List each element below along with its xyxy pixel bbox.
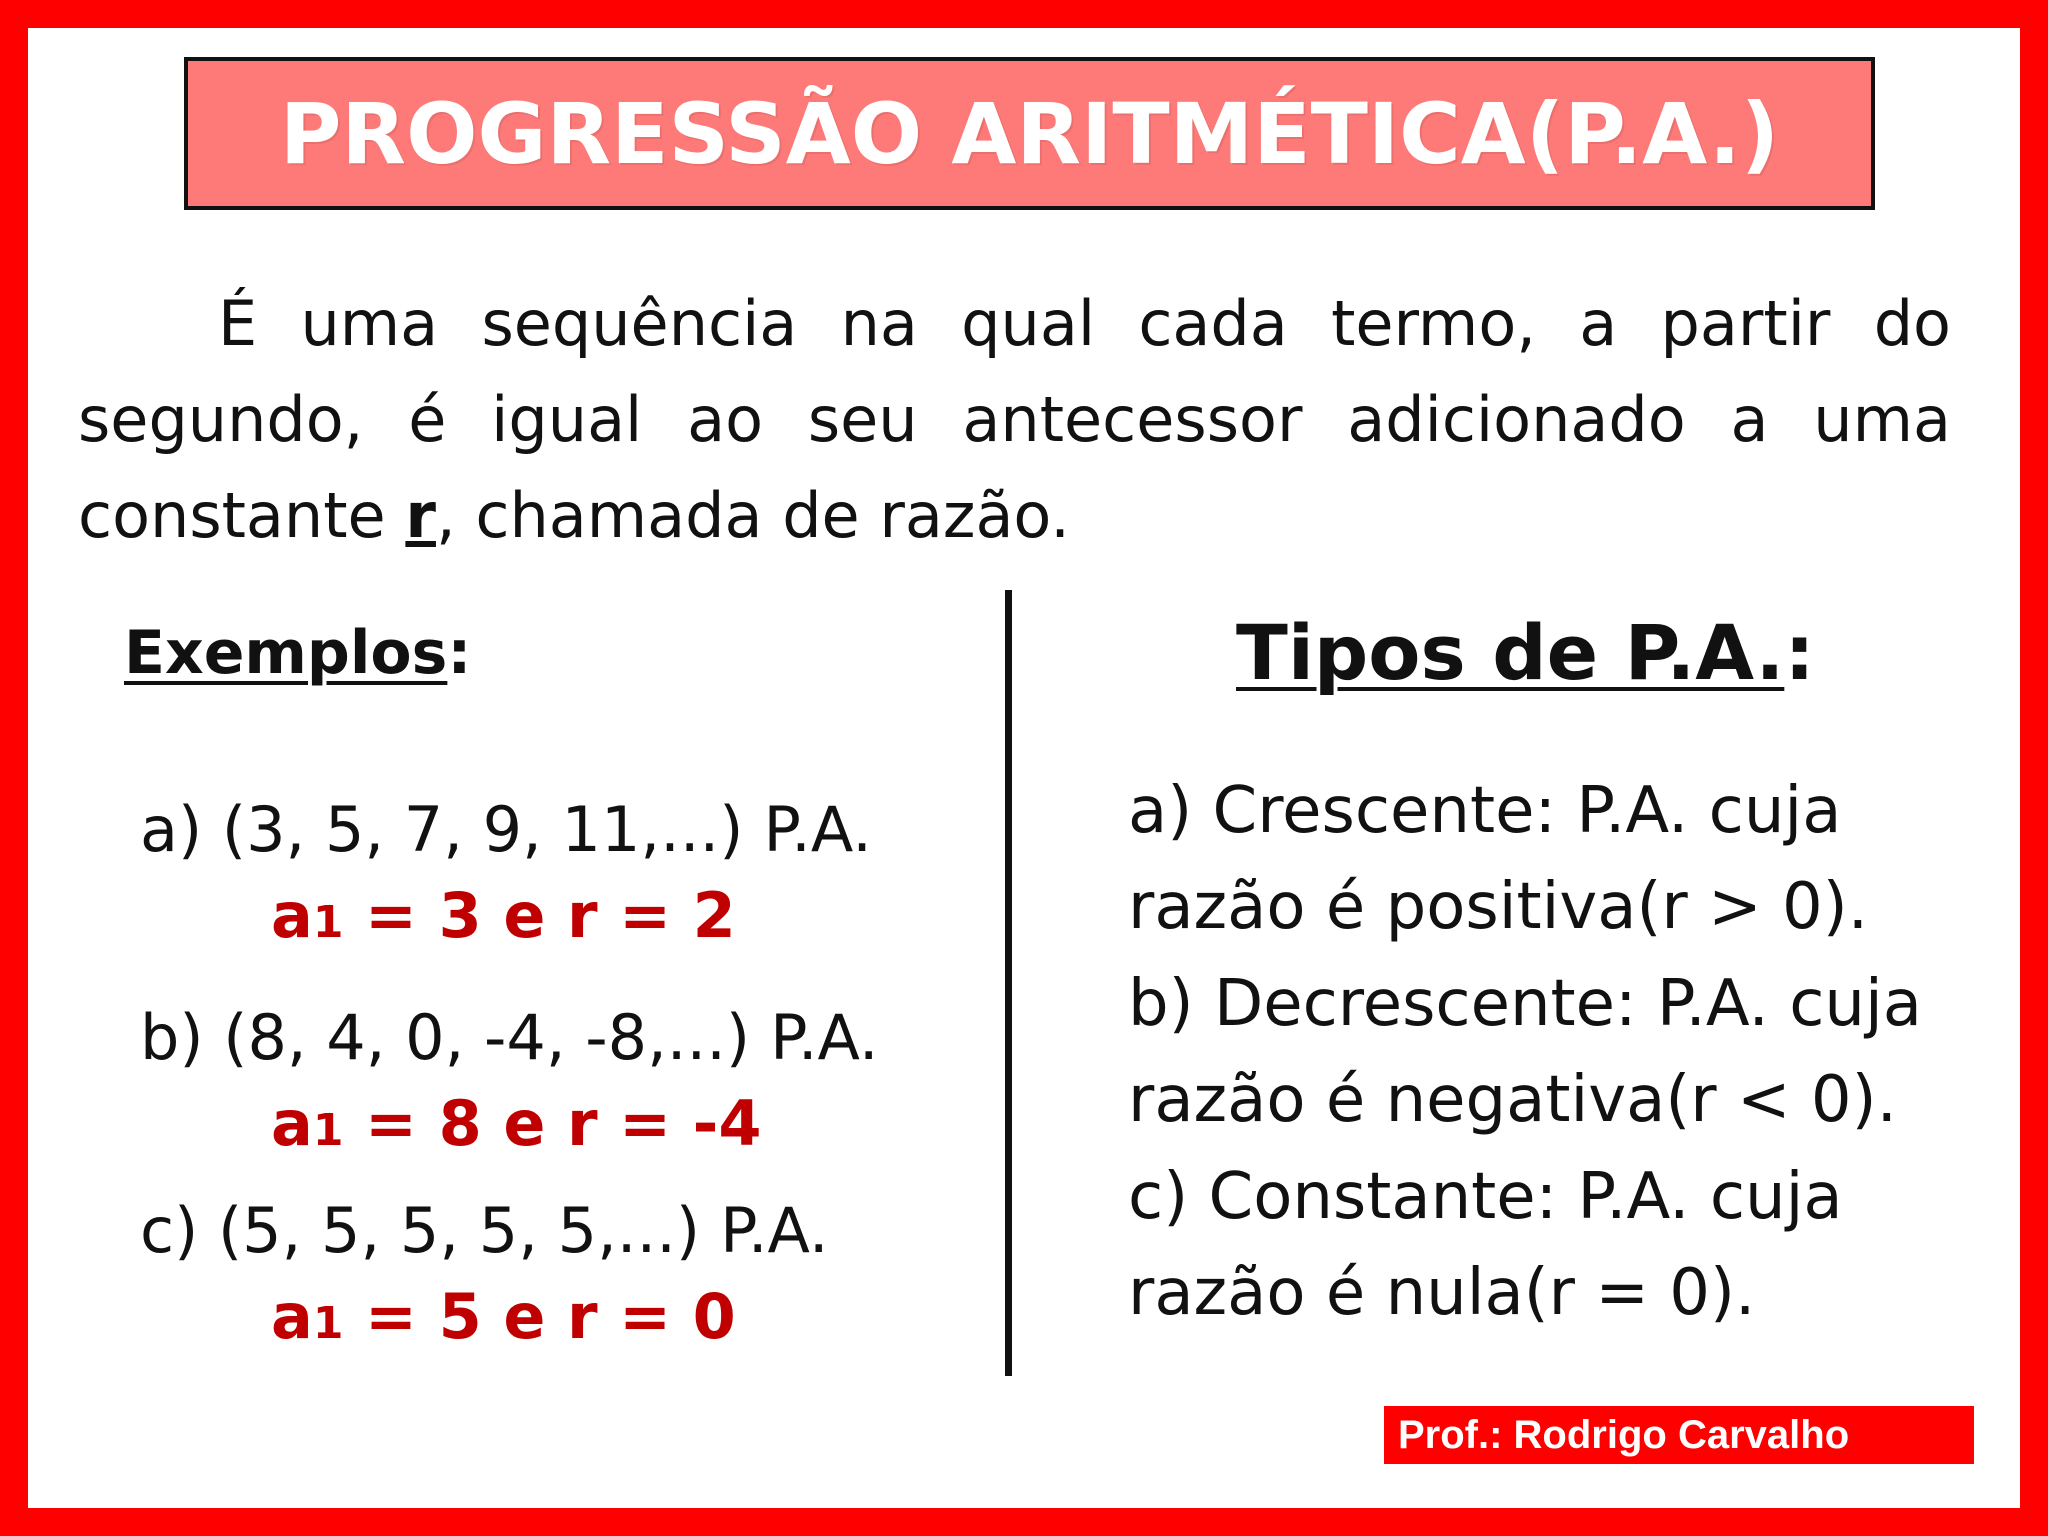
example-sequence-c [140, 1194, 829, 1267]
first-term-label: a [271, 879, 313, 952]
examples-heading-colon: : [447, 618, 472, 688]
types-heading-colon: : [1784, 608, 1815, 697]
definition-paragraph [78, 276, 1951, 564]
result-text: = 8 e r = -4 [343, 1087, 762, 1160]
page-title: PROGRESSÃO ARITMÉTICA(P.A.) [279, 84, 1780, 183]
first-term-subscript: 1 [312, 1105, 344, 1156]
author-credit: Prof.: Rodrigo Carvalho [1384, 1406, 1974, 1464]
example-result-a [271, 879, 736, 952]
type-decreasing: b) Decrescente: P.A. cuja razão é negativa(r < 0). [1128, 967, 1922, 1137]
pa-tag: P.A. [770, 1001, 879, 1074]
types-heading [1236, 608, 1815, 697]
example-result-b [271, 1087, 762, 1160]
definition-ending: , chamada de razão. [435, 479, 1070, 552]
slide [28, 28, 2020, 1508]
example-sequence-a [140, 793, 872, 866]
type-constant: c) Constante: P.A. cuja razão é nula(r = 0). [1128, 1160, 1843, 1330]
column-divider [1005, 590, 1012, 1376]
definition-text: É uma sequência na qual cada termo, a partir do segundo, é igual ao seu antecessor adicionado a uma constante [78, 287, 1951, 552]
example-sequence-b [140, 1001, 879, 1074]
pa-tag: P.A. [720, 1194, 829, 1267]
example-result-c [271, 1280, 736, 1353]
result-text: = 3 e r = 2 [343, 879, 736, 952]
types-heading-label: Tipos de P.A. [1236, 608, 1785, 697]
sequence-text: c) (5, 5, 5, 5, 5,...) [140, 1194, 701, 1267]
type-increasing: a) Crescente: P.A. cuja razão é positiva(r > 0). [1128, 774, 1869, 944]
sequence-text: b) (8, 4, 0, -4, -8,...) [140, 1001, 751, 1074]
sequence-text: a) (3, 5, 7, 9, 11,...) [140, 793, 744, 866]
first-term-label: a [271, 1280, 313, 1353]
examples-heading [124, 618, 471, 688]
first-term-subscript: 1 [312, 1298, 344, 1349]
title-banner [184, 57, 1875, 210]
ratio-symbol: r [405, 479, 436, 552]
first-term-subscript: 1 [312, 897, 344, 948]
result-text: = 5 e r = 0 [343, 1280, 736, 1353]
examples-heading-label: Exemplos [124, 618, 448, 688]
pa-tag: P.A. [763, 793, 872, 866]
first-term-label: a [271, 1087, 313, 1160]
